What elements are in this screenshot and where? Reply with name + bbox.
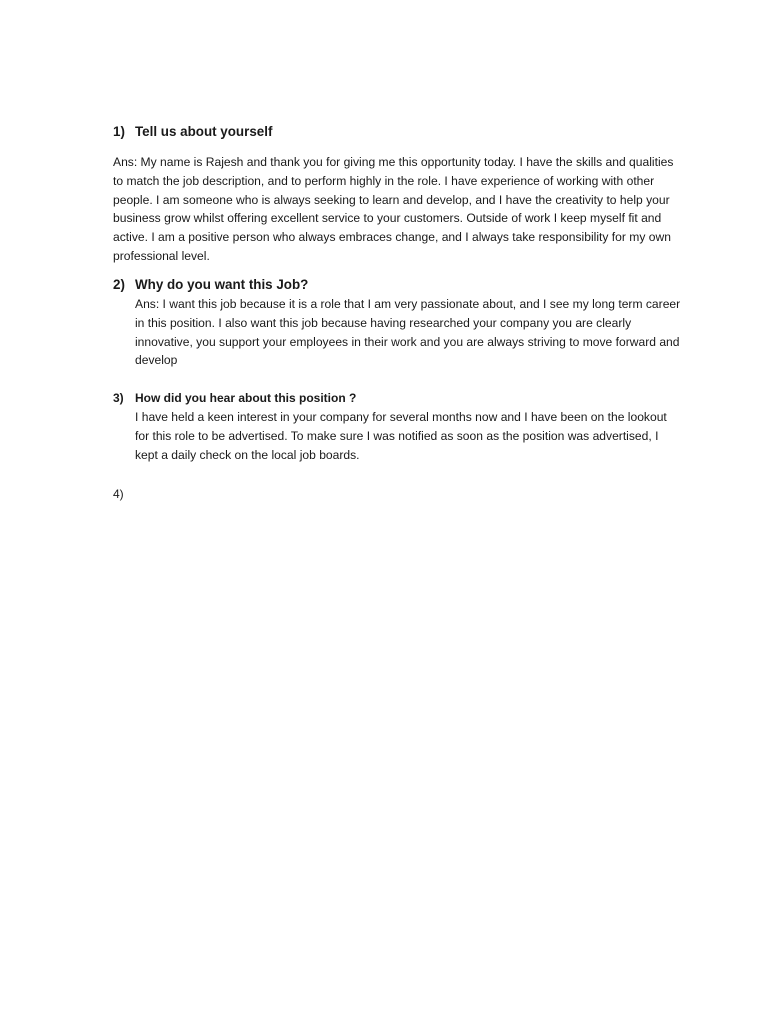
question-2-title: Why do you want this Job? — [135, 277, 309, 292]
question-2-number: 2) — [113, 277, 125, 292]
question-4 — [113, 486, 683, 502]
question-2-heading — [113, 276, 683, 293]
question-1-title: Tell us about yourself — [135, 124, 273, 139]
question-4-number: 4) — [113, 487, 124, 501]
question-1-number: 1) — [113, 124, 125, 139]
question-1-heading — [113, 123, 683, 140]
question-2-answer: Ans: I want this job because it is a role that I am very passionate about, and I see my long term career in this position. I also want this job because having researched your company you are clearly innovative, you support your employees in their work and you are always striving to move forward and develop — [135, 297, 681, 368]
question-3 — [113, 390, 683, 464]
question-2 — [113, 276, 683, 370]
question-1 — [113, 123, 683, 266]
question-3-title: How did you hear about this position ? — [135, 391, 357, 405]
question-1-answer: Ans: My name is Rajesh and thank you for giving me this opportunity today. I have the skills and qualities to match the job description, and to perform highly in the role. I have experience of working with other people. I am someone who is always seeking to learn and develop, and I have the creativity to help your business grow whilst offering excellent service to your customers. Outside of work I keep myself fit and active. I am a positive person who always embraces change, and I always take responsibility for my own professional level. — [113, 155, 674, 263]
question-3-answer: I have held a keen interest in your company for several months now and I have been on the lookout for this role to be advertised. To make sure I was notified as soon as the position was advertised, I kept a daily check on the local job boards. — [135, 410, 667, 462]
question-3-heading — [113, 390, 683, 406]
question-3-number: 3) — [113, 391, 124, 405]
